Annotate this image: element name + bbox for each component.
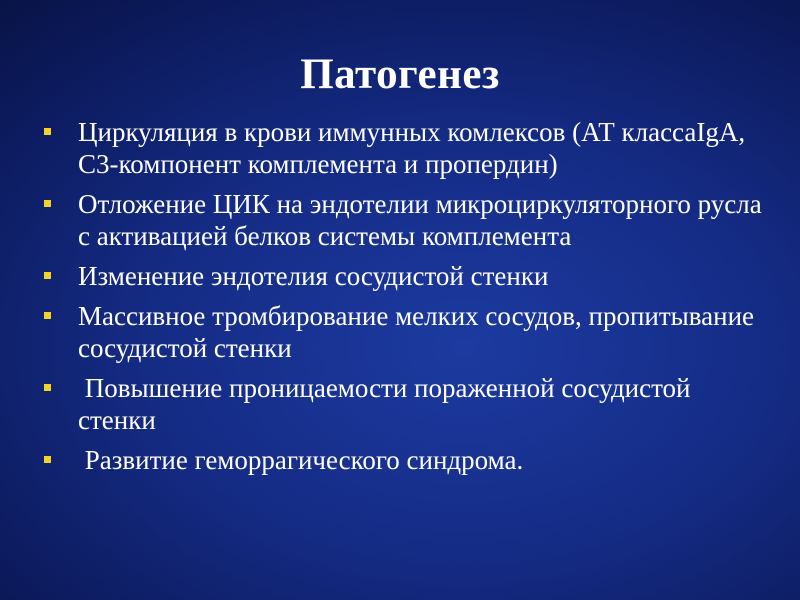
square-bullet-icon [44,128,51,135]
square-bullet-icon [44,200,51,207]
bullet-text: Повышение проницаемости пораженной сосудистой стенки [78,373,698,435]
square-bullet-icon [44,384,51,391]
bullet-text: Изменение эндотелия сосудистой стенки [78,261,549,291]
bullet-text: Отложение ЦИК на эндотелии микроциркуляторного русла с активацией белков системы комплемента [78,189,769,251]
bullet-text: Циркуляция в крови иммунных комлексов (АТ классаIgA, C3-компонент комплемента и пропердин) [78,117,752,179]
bullet-text: Развитие геморрагического синдрома. [78,445,524,475]
bullet-item [44,188,769,252]
bullet-text: Массивное тромбирование мелких сосудов, пропитывание сосудистой стенки [78,301,761,363]
bullet-item [44,260,764,292]
square-bullet-icon [44,312,51,319]
square-bullet-icon [44,272,51,279]
bullet-list [44,116,769,484]
slide-title: Патогенез [300,51,500,98]
bullet-item [44,444,764,476]
bullet-item [44,116,764,180]
square-bullet-icon [44,456,51,463]
bullet-item [44,300,764,364]
bullet-item [44,372,764,436]
